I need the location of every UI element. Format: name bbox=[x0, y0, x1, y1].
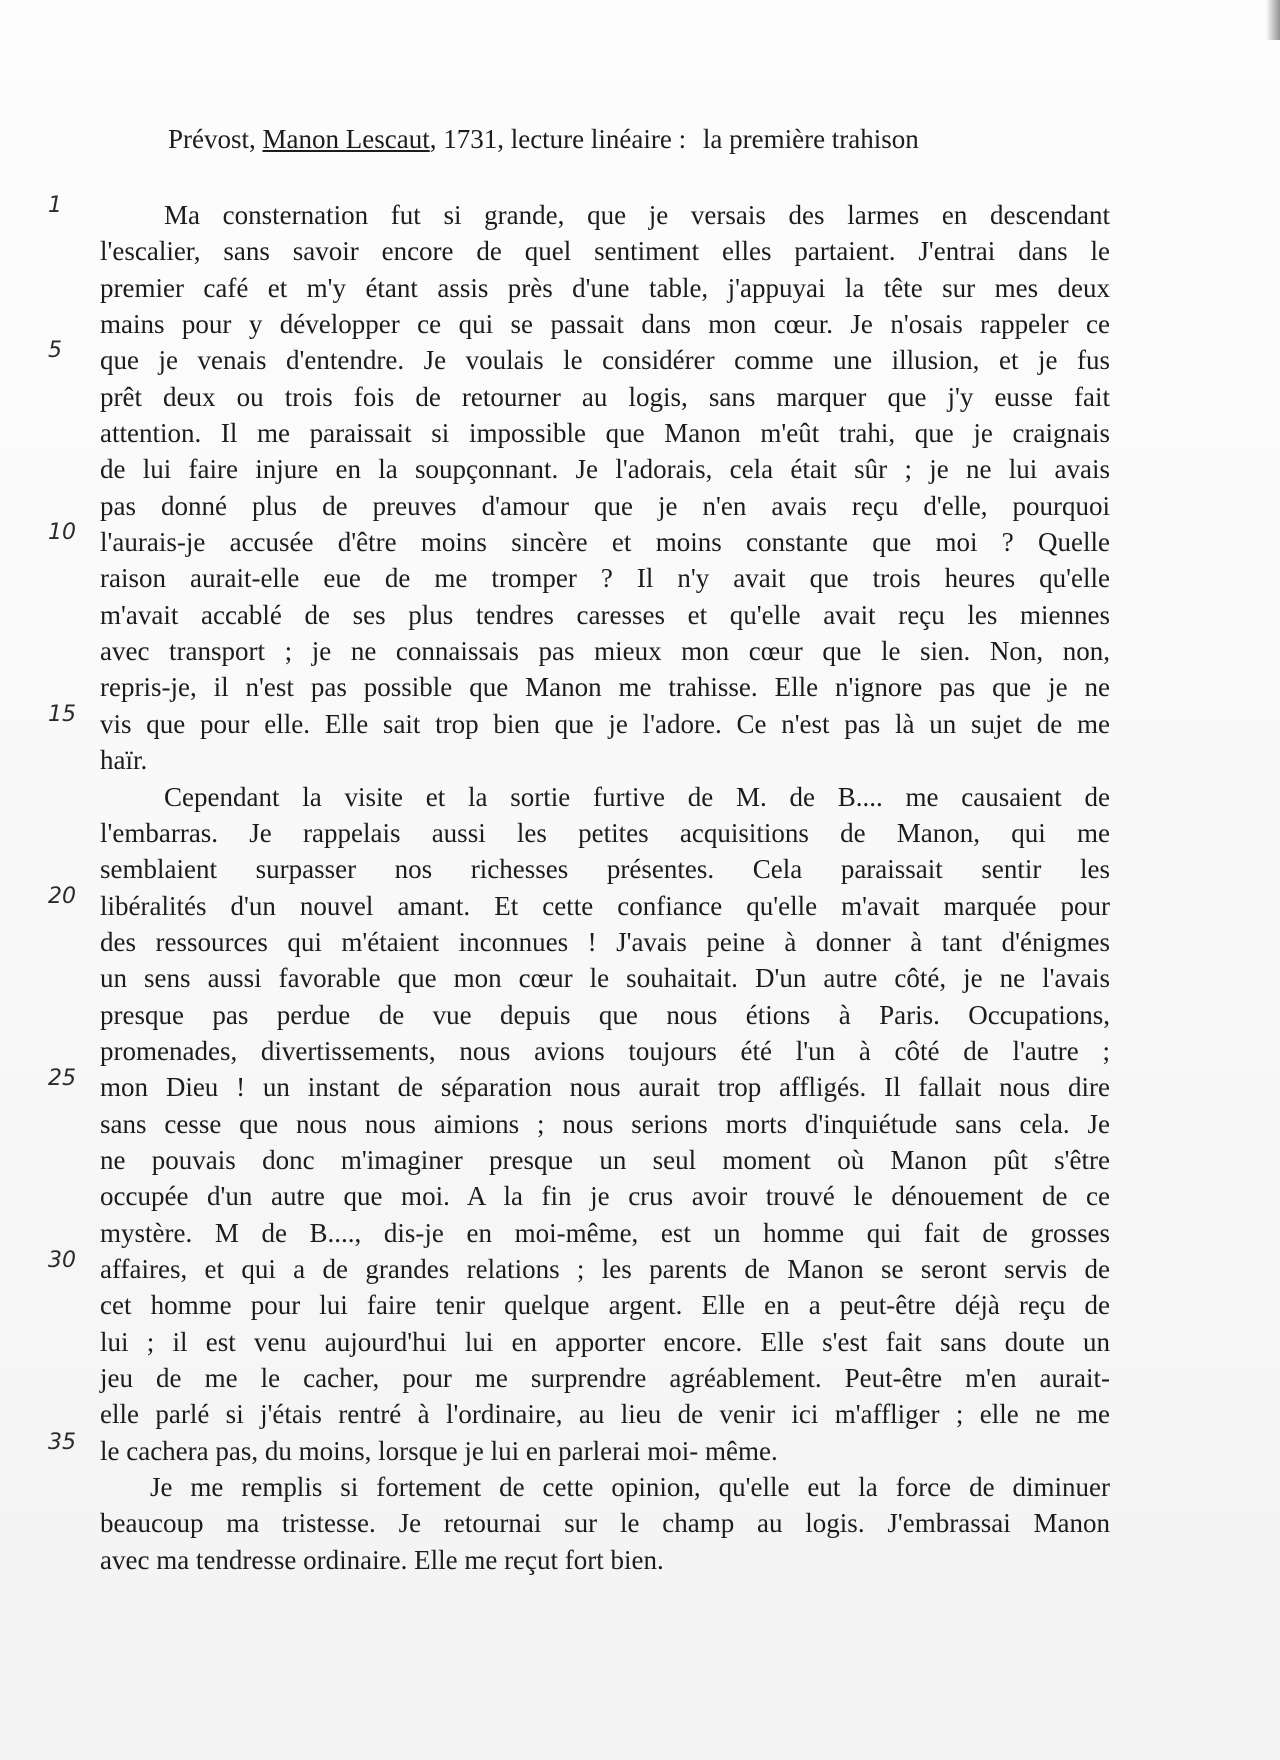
text-line: raison aurait-elle eue de me tromper ? Il n'y avait que trois heures qu'elle bbox=[100, 563, 1110, 594]
text-line: Ma consternation fut si grande, que je versais des larmes en descendant bbox=[164, 200, 1110, 230]
text-line: que je venais d'entendre. Je voulais le considérer comme une illusion, et je fus bbox=[100, 345, 1110, 376]
text-line: presque pas perdue de vue depuis que nous étions à Paris. Occupations, bbox=[100, 999, 1110, 1030]
line-number: 30 bbox=[48, 1248, 76, 1273]
line-number: 10 bbox=[48, 520, 76, 545]
page-edge-shadow bbox=[1266, 0, 1280, 40]
text-line: mystère. M de B...., dis-je en moi-même, est un homme qui fait de grosses bbox=[100, 1217, 1110, 1248]
text-line: premier café et m'y étant assis près d'une table, j'appuyai la tête sur mes deux bbox=[100, 272, 1110, 303]
text-line: affaires, et qui a de grandes relations ; les parents de Manon se seront servis de bbox=[100, 1253, 1110, 1284]
text-line: mains pour y développer ce qui se passait dans mon cœur. Je n'osais rappeler ce bbox=[100, 309, 1110, 340]
title-separator: : bbox=[678, 124, 687, 154]
text-body bbox=[100, 197, 1110, 1578]
title-subject: lecture linéaire bbox=[510, 124, 672, 154]
title-work: Manon Lescaut bbox=[262, 124, 430, 154]
text-line: jeu de me le cacher, pour me surprendre agréablement. Peut-être m'en aurait- bbox=[100, 1363, 1110, 1393]
document-title bbox=[168, 124, 1168, 155]
text-line: cet homme pour lui faire tenir quelque argent. Elle en a peut-être déjà reçu de bbox=[100, 1290, 1110, 1321]
text-line: l'aurais-je accusée d'être moins sincère et moins constante que moi ? Quelle bbox=[100, 527, 1110, 558]
line-number: 5 bbox=[48, 338, 62, 363]
line-number: 20 bbox=[48, 884, 76, 909]
text-line: m'avait accablé de ses plus tendres caresses et qu'elle avait reçu les miennes bbox=[100, 599, 1110, 630]
text-line: mon Dieu ! un instant de séparation nous aurait trop affligés. Il fallait nous dire bbox=[100, 1072, 1110, 1103]
text-line: elle parlé si j'étais rentré à l'ordinaire, au lieu de venir ici m'affliger ; elle ne me bbox=[100, 1399, 1110, 1430]
text-line: promenades, divertissements, nous avions toujours été l'un à côté de l'autre ; bbox=[100, 1035, 1110, 1066]
text-line: le cachera pas, du moins, lorsque je lui en parlerai moi- même. bbox=[100, 1435, 778, 1466]
text-line: Je me remplis si fortement de cette opinion, qu'elle eut la force de diminuer bbox=[150, 1472, 1110, 1503]
text-line: repris-je, il n'est pas possible que Manon me trahisse. Elle n'ignore pas que je ne bbox=[100, 672, 1110, 703]
line-number: 15 bbox=[48, 702, 76, 727]
title-episode: la première trahison bbox=[702, 124, 919, 154]
text-line: un sens aussi favorable que mon cœur le souhaitait. D'un autre côté, je ne l'avais bbox=[100, 963, 1110, 994]
text-line: prêt deux ou trois fois de retourner au logis, sans marquer que j'y eusse fait bbox=[100, 381, 1110, 412]
text-line: Cependant la visite et la sortie furtive de M. de B.... me causaient de bbox=[164, 781, 1110, 812]
text-line: avec transport ; je ne connaissais pas mieux mon cœur que le sien. Non, non, bbox=[100, 636, 1110, 667]
line-number: 1 bbox=[48, 193, 62, 218]
title-year: , 1731, bbox=[429, 124, 504, 154]
text-line: sans cesse que nous nous aimions ; nous serions morts d'inquiétude sans cela. Je bbox=[100, 1108, 1110, 1139]
text-line: de lui faire injure en la soupçonnant. Je l'adorais, cela était sûr ; je ne lui avais bbox=[100, 454, 1110, 485]
text-line: ne pouvais donc m'imaginer presque un seul moment où Manon pût s'être bbox=[100, 1144, 1110, 1175]
text-line: vis que pour elle. Elle sait trop bien que je l'adore. Ce n'est pas là un sujet de me bbox=[100, 708, 1110, 739]
text-line: avec ma tendresse ordinaire. Elle me reçut fort bien. bbox=[100, 1544, 664, 1575]
line-number: 35 bbox=[48, 1430, 76, 1455]
text-line: beaucoup ma tristesse. Je retournai sur le champ au logis. J'embrassai Manon bbox=[100, 1508, 1110, 1539]
text-line: libéralités d'un nouvel amant. Et cette confiance qu'elle m'avait marquée pour bbox=[100, 890, 1110, 921]
text-line: semblaient surpasser nos richesses présentes. Cela paraissait sentir les bbox=[100, 854, 1110, 885]
text-line: pas donné plus de preuves d'amour que je n'en avais reçu d'elle, pourquoi bbox=[100, 490, 1110, 521]
text-line: des ressources qui m'étaient inconnues ! J'avais peine à donner à tant d'énigmes bbox=[100, 926, 1110, 957]
text-line: lui ; il est venu aujourd'hui lui en apporter encore. Elle s'est fait sans doute un bbox=[100, 1326, 1110, 1357]
text-line: l'embarras. Je rappelais aussi les petites acquisitions de Manon, qui me bbox=[100, 817, 1110, 848]
text-line: haïr. bbox=[100, 745, 148, 776]
text-line: l'escalier, sans savoir encore de quel sentiment elles partaient. J'entrai dans le bbox=[100, 236, 1110, 267]
line-number: 25 bbox=[48, 1066, 76, 1091]
text-line: attention. Il me paraissait si impossible que Manon m'eût trahi, que je craignais bbox=[100, 418, 1110, 449]
text-line: occupée d'un autre que moi. A la fin je crus avoir trouvé le dénouement de ce bbox=[100, 1181, 1110, 1212]
title-author: Prévost, bbox=[168, 124, 256, 154]
